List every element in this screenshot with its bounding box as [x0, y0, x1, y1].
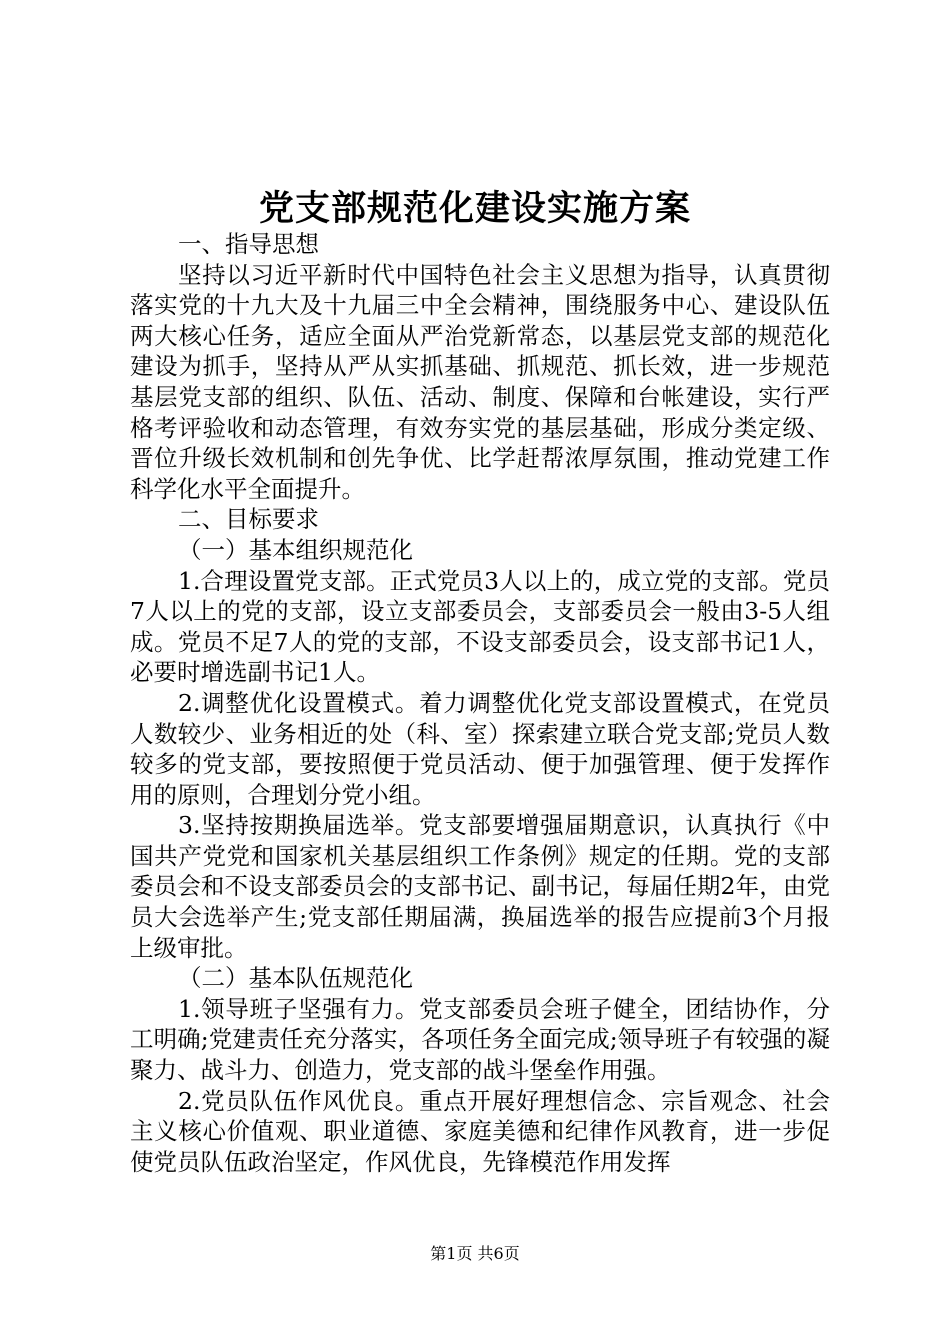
subsection-heading: （一）基本组织规范化	[178, 535, 413, 564]
paragraph: 2.调整优化设置模式。着力调整优化党支部设置模式，在党员人数较少、业务相近的处（科、室）探索建立联合党支部;党员人数较多的党支部，要按照便于党员活动、便于加强管理、便于发挥作用的原则，合理划分党小组。	[130, 688, 830, 809]
page-footer: 第1页 共6页	[430, 1244, 520, 1263]
page-title: 党支部规范化建设实施方案	[258, 188, 691, 229]
paragraph: 1.领导班子坚强有力。党支部委员会班子健全，团结协作，分工明确;党建责任充分落实，各项任务全面完成;领导班子有较强的凝聚力、战斗力、创造力，党支部的战斗堡垒作用强。	[130, 994, 830, 1085]
paragraph: 3.坚持按期换届选举。党支部要增强届期意识，认真执行《中国共产党党和国家机关基层组织工作条例》规定的任期。党的支部委员会和不设支部委员会的支部书记、副书记，每届任期2年，由党员大会选举产生;党支部任期届满，换届选举的报告应提前3个月报上级审批。	[130, 811, 830, 962]
paragraph: 2.党员队伍作风优良。重点开展好理想信念、宗旨观念、社会主义核心价值观、职业道德、家庭美德和纪律作风教育，进一步促使党员队伍政治坚定，作风优良，先锋模范作用发挥	[130, 1086, 830, 1176]
paragraph: 坚持以习近平新时代中国特色社会主义思想为指导，认真贯彻落实党的十九大及十九届三中全会精神，围绕服务中心、建设队伍两大核心任务，适应全面从严治党新常态，以基层党支部的规范化建设为抓手，坚持从严从实抓基础、抓规范、抓长效，进一步规范基层党支部的组织、队伍、活动、制度、保障和台帐建设，实行严格考评验收和动态管理，有效夯实党的基层基础，形成分类定级、晋位升级长效机制和创先争优、比学赶帮浓厚氛围，推动党建工作科学化水平全面提升。	[130, 260, 830, 503]
section-heading: 二、目标要求	[178, 505, 319, 534]
subsection-heading: （二）基本队伍规范化	[178, 964, 413, 993]
document-body	[130, 229, 830, 1177]
section-heading: 一、指导思想	[178, 230, 319, 258]
paragraph: 1.合理设置党支部。正式党员3人以上的，成立党的支部。党员7人以上的党的支部，设立支部委员会，支部委员会一般由3-5人组成。党员不足7人的党的支部，不设支部委员会，设支部书记1人，必要时增选副书记1人。	[130, 566, 830, 687]
